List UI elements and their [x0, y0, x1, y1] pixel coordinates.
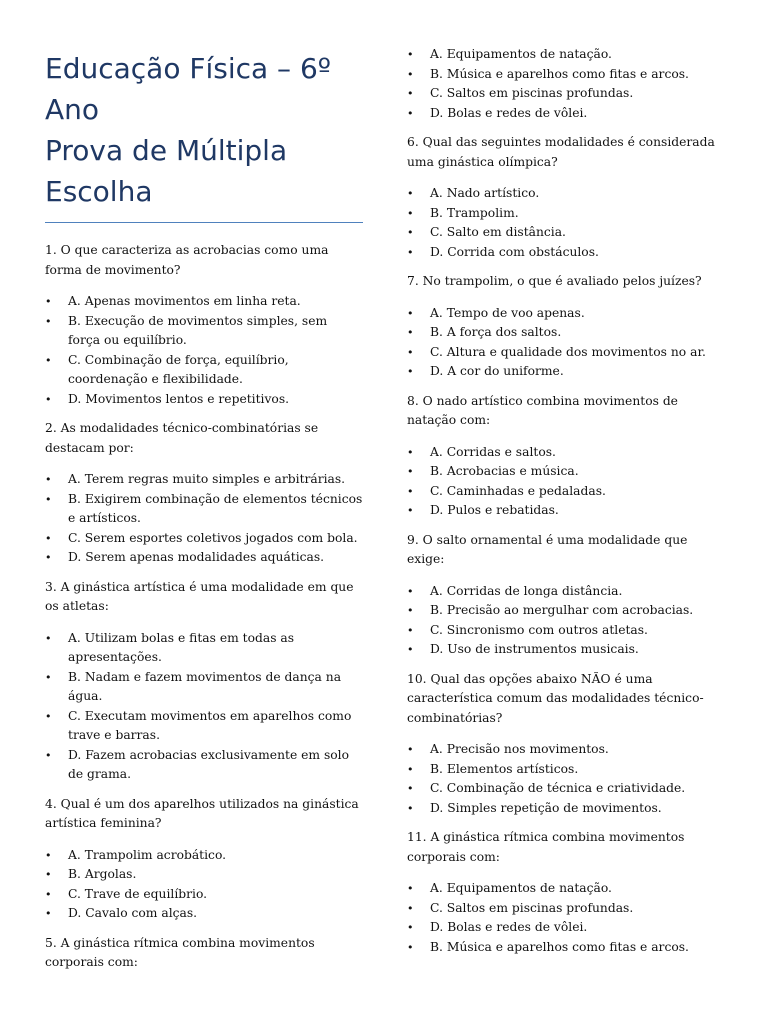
bullet-icon: •: [407, 584, 414, 598]
answer-option: [45, 885, 363, 905]
option-list: [45, 470, 363, 568]
option-text: A. Nado artístico.: [430, 186, 540, 200]
bullet-icon: •: [45, 492, 52, 506]
bullet-icon: •: [407, 940, 414, 954]
answer-option: [45, 529, 363, 549]
option-text: C. Sincronismo com outros atletas.: [430, 622, 648, 637]
bullet-icon: •: [407, 921, 414, 934]
bullet-icon: •: [45, 353, 52, 367]
option-text: A. Apenas movimentos em linha reta.: [68, 294, 301, 308]
bullet-icon: •: [407, 87, 414, 100]
bullet-icon: •: [45, 868, 52, 881]
bullet-icon: •: [45, 473, 52, 486]
option-text: B. Música e aparelhos como fitas e arcos.: [430, 939, 689, 954]
bullet-icon: •: [407, 643, 414, 656]
question-text: 2. As modalidades técnico-combinatórias se destacam por:: [45, 421, 319, 455]
option-list: [407, 304, 727, 382]
option-text: A. Terem regras muito simples e arbitrárias.: [68, 472, 346, 486]
option-text: D. Bolas e redes de vôlei.: [430, 920, 588, 934]
option-text: A. Precisão nos movimentos.: [430, 742, 609, 756]
bullet-icon: •: [407, 345, 414, 359]
option-text: B. Argolas.: [68, 867, 137, 881]
bullet-icon: •: [45, 748, 52, 762]
bullet-icon: •: [407, 604, 414, 617]
answer-option: [45, 351, 363, 390]
bullet-icon: •: [407, 901, 414, 915]
question-block: [407, 133, 727, 262]
option-list: [407, 443, 727, 521]
bullet-icon: •: [407, 504, 414, 517]
question-block: [45, 578, 363, 785]
title-line: Prova de Múltipla: [45, 134, 288, 167]
question-block: [407, 272, 727, 382]
option-list: [45, 292, 363, 409]
option-text: B. Música e aparelhos como fitas e arcos.: [430, 66, 689, 81]
bullet-icon: •: [45, 887, 52, 901]
answer-option: [407, 343, 727, 363]
option-list: [45, 629, 363, 785]
option-text: C. Serem esportes coletivos jogados com bola.: [68, 530, 358, 545]
question-text: 8. O nado artístico combina movimentos de natação com:: [407, 393, 678, 427]
answer-option: [407, 621, 727, 641]
option-text: A. Trampolim acrobático.: [68, 847, 227, 862]
option-text: D. Cavalo com alças.: [68, 906, 198, 920]
option-text: C. Caminhadas e pedaladas.: [430, 483, 606, 498]
answer-option: [407, 482, 727, 502]
option-text: D. Simples repetição de movimentos.: [430, 800, 662, 815]
question-block: [45, 934, 363, 973]
option-text: C. Trave de equilíbrio.: [68, 886, 208, 901]
bullet-icon: •: [407, 326, 414, 339]
question-block: [407, 392, 727, 521]
bullet-icon: •: [407, 187, 414, 200]
answer-option: [407, 443, 727, 463]
bullet-icon: •: [407, 48, 414, 61]
option-text: C. Altura e qualidade dos movimentos no ar.: [430, 344, 706, 359]
answer-option: [45, 904, 363, 924]
answer-option: [45, 629, 363, 668]
option-text: D. Corrida com obstáculos.: [430, 244, 599, 259]
title-line: Escolha: [45, 175, 153, 208]
option-text: D. Serem apenas modalidades aquáticas.: [68, 550, 325, 564]
bullet-icon: •: [407, 365, 414, 378]
option-text: D. Fazem acrobacias exclusivamente em solo de grama.: [68, 747, 350, 781]
option-text: D. Uso de instrumentos musicais.: [430, 642, 639, 656]
bullet-icon: •: [45, 709, 52, 723]
question-list-left: [45, 241, 363, 973]
option-list: [407, 184, 727, 262]
answer-option: [407, 918, 727, 938]
bullet-icon: •: [407, 882, 414, 895]
answer-option: [407, 223, 727, 243]
bullet-icon: •: [407, 623, 414, 637]
bullet-icon: •: [45, 531, 52, 545]
bullet-icon: •: [45, 848, 52, 862]
question-block: [407, 828, 727, 957]
option-list: [45, 846, 363, 924]
bullet-icon: •: [407, 226, 414, 239]
answer-option: [407, 184, 727, 204]
answer-option: [407, 204, 727, 224]
bullet-icon: •: [407, 206, 414, 220]
answer-option: [45, 865, 363, 885]
option-text: A. Equipamentos de natação.: [430, 881, 612, 895]
answer-option: [407, 879, 727, 899]
answer-option: [407, 501, 727, 521]
bullet-icon: •: [407, 465, 414, 478]
right-column: [407, 0, 727, 967]
answer-option: [407, 362, 727, 382]
answer-option: [407, 582, 727, 602]
answer-option: [45, 746, 363, 785]
continued-options-q5: [407, 45, 727, 123]
answer-option: [45, 490, 363, 529]
answer-option: [407, 899, 727, 919]
document-title: [45, 0, 363, 212]
answer-option: [407, 243, 727, 263]
answer-option: [407, 65, 727, 85]
option-list: [407, 582, 727, 660]
answer-option: [407, 799, 727, 819]
question-text: 5. A ginástica rítmica combina movimentos corporais com:: [45, 935, 315, 969]
question-block: [45, 419, 363, 568]
answer-option: [45, 707, 363, 746]
option-text: C. Combinação de força, equilíbrio, coordenação e flexibilidade.: [68, 352, 289, 386]
option-list: [407, 879, 727, 957]
bullet-icon: •: [407, 245, 414, 259]
answer-option: [45, 390, 363, 410]
option-text: A. Utilizam bolas e fitas em todas as apresentações.: [68, 630, 295, 664]
option-text: C. Saltos em piscinas profundas.: [430, 900, 634, 915]
option-text: D. Movimentos lentos e repetitivos.: [68, 391, 290, 406]
bullet-icon: •: [407, 762, 414, 776]
answer-option: [407, 740, 727, 760]
bullet-icon: •: [45, 551, 52, 564]
bullet-icon: •: [407, 306, 414, 320]
option-text: A. Corridas de longa distância.: [430, 583, 623, 598]
question-text: 9. O salto ornamental é uma modalidade que exige:: [407, 532, 688, 566]
question-text: 1. O que caracteriza as acrobacias como uma forma de movimento?: [45, 243, 329, 277]
option-text: D. A cor do uniforme.: [430, 364, 564, 378]
option-text: D. Bolas e redes de vôlei.: [430, 105, 588, 120]
question-text: 4. Qual é um dos aparelhos utilizados na ginástica artística feminina?: [45, 796, 359, 830]
answer-option: [407, 462, 727, 482]
question-text: 7. No trampolim, o que é avaliado pelos juízes?: [407, 274, 702, 288]
option-text: C. Saltos em piscinas profundas.: [430, 86, 634, 100]
question-block: [407, 670, 727, 819]
answer-option: [407, 779, 727, 799]
left-column: [45, 0, 363, 985]
question-block: [45, 241, 363, 409]
answer-option: [407, 84, 727, 104]
answer-option: [45, 846, 363, 866]
option-text: B. Trampolim.: [430, 205, 519, 220]
option-text: B. Nadam e fazem movimentos de dança na água.: [68, 669, 342, 703]
bullet-icon: •: [407, 801, 414, 815]
question-list-right: [407, 133, 727, 957]
answer-option: [407, 304, 727, 324]
question-block: [407, 531, 727, 660]
question-block: [45, 795, 363, 924]
option-text: B. Elementos artísticos.: [430, 761, 579, 776]
bullet-icon: •: [407, 782, 414, 795]
answer-option: [407, 104, 727, 124]
answer-option: [45, 292, 363, 312]
question-text: 6. Qual das seguintes modalidades é considerada uma ginástica olímpica?: [407, 135, 715, 169]
answer-option: [407, 938, 727, 958]
bullet-icon: •: [45, 907, 52, 920]
title-line: Ano: [45, 93, 100, 126]
answer-option: [407, 640, 727, 660]
option-text: A. Equipamentos de natação.: [430, 47, 612, 61]
answer-option: [407, 45, 727, 65]
bullet-icon: •: [407, 484, 414, 498]
option-text: C. Executam movimentos em aparelhos como trave e barras.: [68, 708, 352, 742]
bullet-icon: •: [45, 392, 52, 406]
option-text: C. Salto em distância.: [430, 225, 566, 239]
bullet-icon: •: [45, 314, 52, 328]
option-text: B. Precisão ao mergulhar com acrobacias.: [430, 603, 694, 617]
answer-option: [45, 668, 363, 707]
option-text: B. Exigirem combinação de elementos técnicos e artísticos.: [68, 491, 363, 525]
bullet-icon: •: [407, 106, 414, 120]
answer-option: [407, 601, 727, 621]
title-divider: [45, 222, 363, 223]
answer-option: [407, 323, 727, 343]
answer-option: [45, 548, 363, 568]
question-text: 10. Qual das opções abaixo NÃO é uma característica comum das modalidades técnico-combinatórias?: [407, 671, 704, 725]
answer-option: [45, 470, 363, 490]
option-list: [407, 740, 727, 818]
bullet-icon: •: [45, 670, 52, 684]
option-text: B. Execução de movimentos simples, sem força ou equilíbrio.: [68, 313, 328, 347]
option-text: B. A força dos saltos.: [430, 325, 562, 339]
option-text: A. Corridas e saltos.: [430, 444, 556, 459]
option-text: D. Pulos e rebatidas.: [430, 503, 559, 517]
question-text: 3. A ginástica artística é uma modalidade em que os atletas:: [45, 579, 354, 613]
option-text: C. Combinação de técnica e criatividade.: [430, 781, 686, 795]
answer-option: [45, 312, 363, 351]
question-text: 11. A ginástica rítmica combina movimentos corporais com:: [407, 830, 685, 864]
bullet-icon: •: [45, 631, 52, 645]
bullet-icon: •: [407, 445, 414, 459]
bullet-icon: •: [407, 67, 414, 81]
option-text: B. Acrobacias e música.: [430, 464, 579, 478]
option-text: A. Tempo de voo apenas.: [430, 305, 585, 320]
bullet-icon: •: [45, 295, 52, 308]
answer-option: [407, 760, 727, 780]
bullet-icon: •: [407, 743, 414, 756]
title-line: Educação Física – 6º: [45, 52, 331, 85]
